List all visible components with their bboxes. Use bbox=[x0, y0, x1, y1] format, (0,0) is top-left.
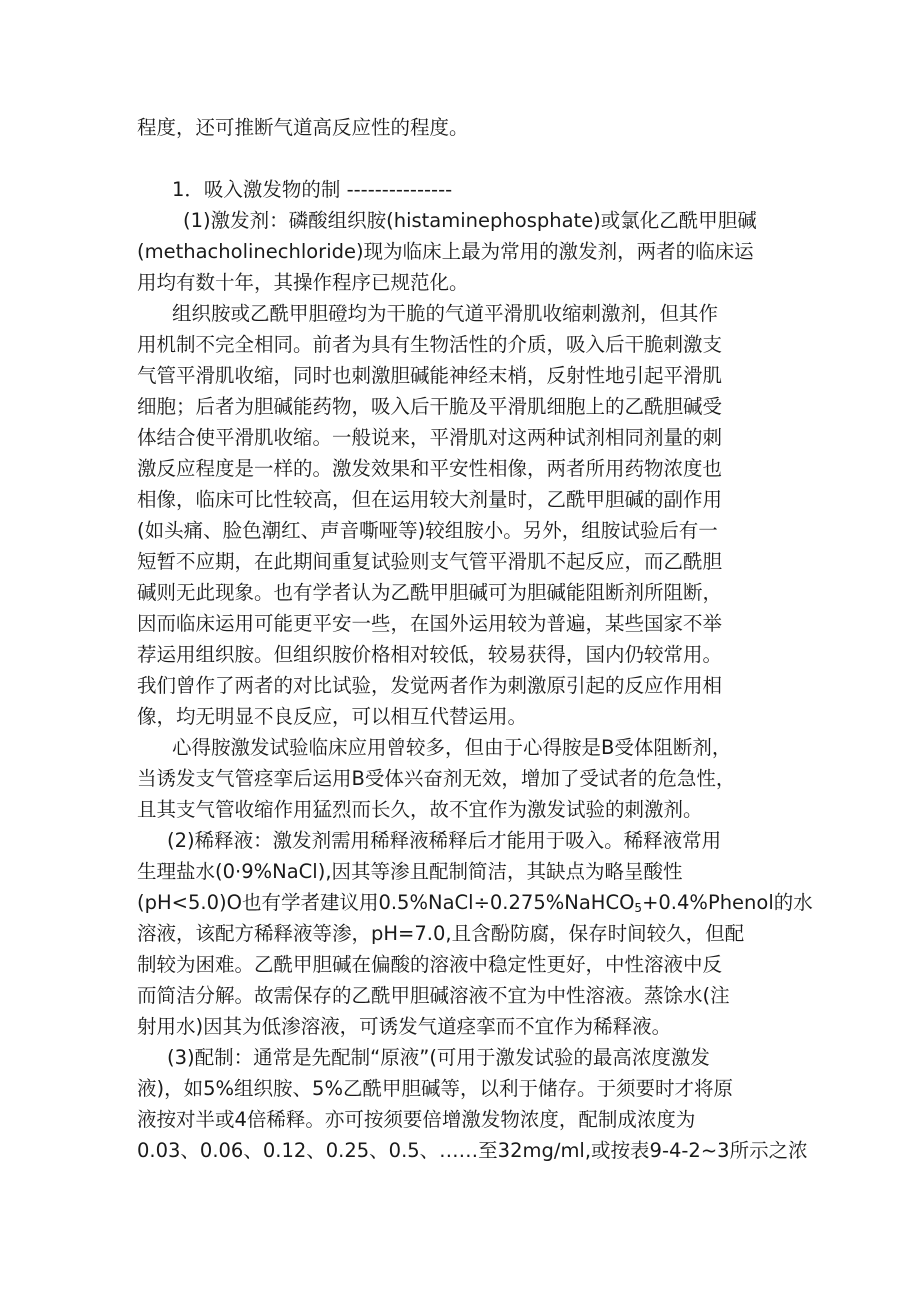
intro-line: 程度，还可推断气道高反应性的程度。 bbox=[137, 116, 469, 139]
mechanism-paragraph-line: 我们曾作了两者的对比试验，发觉两者作为刺激原引起的反应作用相 bbox=[137, 674, 723, 697]
section-heading: 1．吸入激发物的制 --------------- bbox=[172, 178, 453, 201]
diluent-paragraph-line bbox=[137, 889, 813, 916]
mechanism-paragraph-line: 像，均无明显不良反应，可以相互代替运用。 bbox=[137, 705, 528, 728]
mechanism-paragraph-line: 激反应程度是一样的。激发效果和平安性相像，两者所用药物浓度也 bbox=[137, 457, 723, 480]
mechanism-paragraph-line: 细胞；后者为胆碱能药物，吸入后干脆及平滑肌细胞上的乙酰胆碱受 bbox=[137, 395, 723, 418]
diluent-paragraph-line: (2)稀释液：激发剂需用稀释液稀释后才能用于吸入。稀释液常用 bbox=[167, 829, 722, 852]
diluent-paragraph-line: 而简洁分解。故需保存的乙酰甲胆碱溶液不宜为中性溶液。蒸馀水(注 bbox=[137, 984, 730, 1007]
mechanism-paragraph-line: 组织胺或乙酰甲胆磴均为干脆的气道平滑肌收缩刺激剂，但其作 bbox=[172, 302, 719, 325]
mechanism-paragraph-line: 用机制不完全相同。前者为具有生物活性的介质，吸入后干脆刺激支 bbox=[137, 333, 723, 356]
preparation-paragraph-line: 液按对半或4倍稀释。亦可按须要倍增激发物浓度，配制成浓度为 bbox=[137, 1108, 696, 1131]
preparation-paragraph-line: 液)，如5%组织胺、5%乙酰甲胆碱等，以利于储存。于须要时才将原 bbox=[137, 1077, 733, 1100]
diluent-paragraph-line: 生理盐水(0·9%NaCl),因其等渗且配制简洁，其缺点为略呈酸性 bbox=[137, 860, 683, 883]
propranolol-paragraph-line: 心得胺激发试验临床应用曾较多，但由于心得胺是B受体阻断剂， bbox=[172, 736, 732, 759]
diluent-paragraph-line: 制较为困难。乙酰甲胆碱在偏酸的溶液中稳定性更好，中性溶液中反 bbox=[137, 953, 723, 976]
mechanism-paragraph-line: 气管平滑肌收缩，同时也刺激胆碱能神经末梢，反射性地引起平滑肌 bbox=[137, 364, 723, 387]
diluent-paragraph-line: 溶液，该配方稀释液等渗，pH=7.0,且含酚防腐，保存时间较久，但配 bbox=[137, 922, 745, 945]
mechanism-paragraph-line: 体结合使平滑肌收缩。一般说来，平滑肌对这两种试剂相同剂量的刺 bbox=[137, 426, 723, 449]
mechanism-paragraph-line: 因而临床运用可能更平安一些，在国外运用较为普遍，某些国家不举 bbox=[137, 612, 723, 635]
diluent-paragraph-line: 射用水)因其为低渗溶液，可诱发气道痉挛而不宜作为稀释液。 bbox=[137, 1015, 672, 1038]
agent-paragraph-line: (1)激发剂：磷酸组织胺(histaminephosphate)或氯化乙酰甲胆碱 bbox=[183, 209, 757, 232]
propranolol-paragraph-line: 当诱发支气管痉挛后运用B受体兴奋剂无效，增加了受试者的危急性， bbox=[137, 767, 736, 790]
diluent-formula-text: (pH<5.0)O也有学者建议用0.5%NaCl÷0.275%NaHCO bbox=[137, 891, 635, 914]
diluent-formula-text: +0.4%Phenol的水 bbox=[642, 891, 813, 914]
agent-paragraph-line: 用均有数十年，其操作程序已规范化。 bbox=[137, 271, 469, 294]
agent-paragraph-line: (methacholinechloride)现为临床上最为常用的激发剂，两者的临床运 bbox=[137, 240, 754, 263]
propranolol-paragraph-line: 且其支气管收缩作用猛烈而长久，故不宜作为激发试验的刺激剂。 bbox=[137, 798, 703, 821]
mechanism-paragraph-line: 碱则无此现象。也有学者认为乙酰甲胆碱可为胆碱能阻断剂所阻断， bbox=[137, 581, 723, 604]
preparation-paragraph-line: 0.03、0.06、0.12、0.25、0.5、……至32mg∕ml,或按表9-4-2~3所示之浓 bbox=[137, 1139, 808, 1162]
preparation-paragraph-line: (3)配制：通常是先配制“原液”(可用于激发试验的最高浓度激发 bbox=[167, 1046, 710, 1069]
mechanism-paragraph-line: 短暂不应期，在此期间重复试验则支气管平滑肌不起反应，而乙酰胆 bbox=[137, 550, 723, 573]
diluent-formula-subscript: 5 bbox=[634, 901, 643, 915]
mechanism-paragraph-line: 荐运用组织胺。但组织胺价格相对较低，较易获得，国内仍较常用。 bbox=[137, 643, 723, 666]
mechanism-paragraph-line: 相像，临床可比性较高，但在运用较大剂量时，乙酰甲胆碱的副作用 bbox=[137, 488, 723, 511]
mechanism-paragraph-line: (如头痛、脸色潮红、声音嘶哑等)较组胺小。另外，组胺试验后有一 bbox=[137, 519, 718, 542]
